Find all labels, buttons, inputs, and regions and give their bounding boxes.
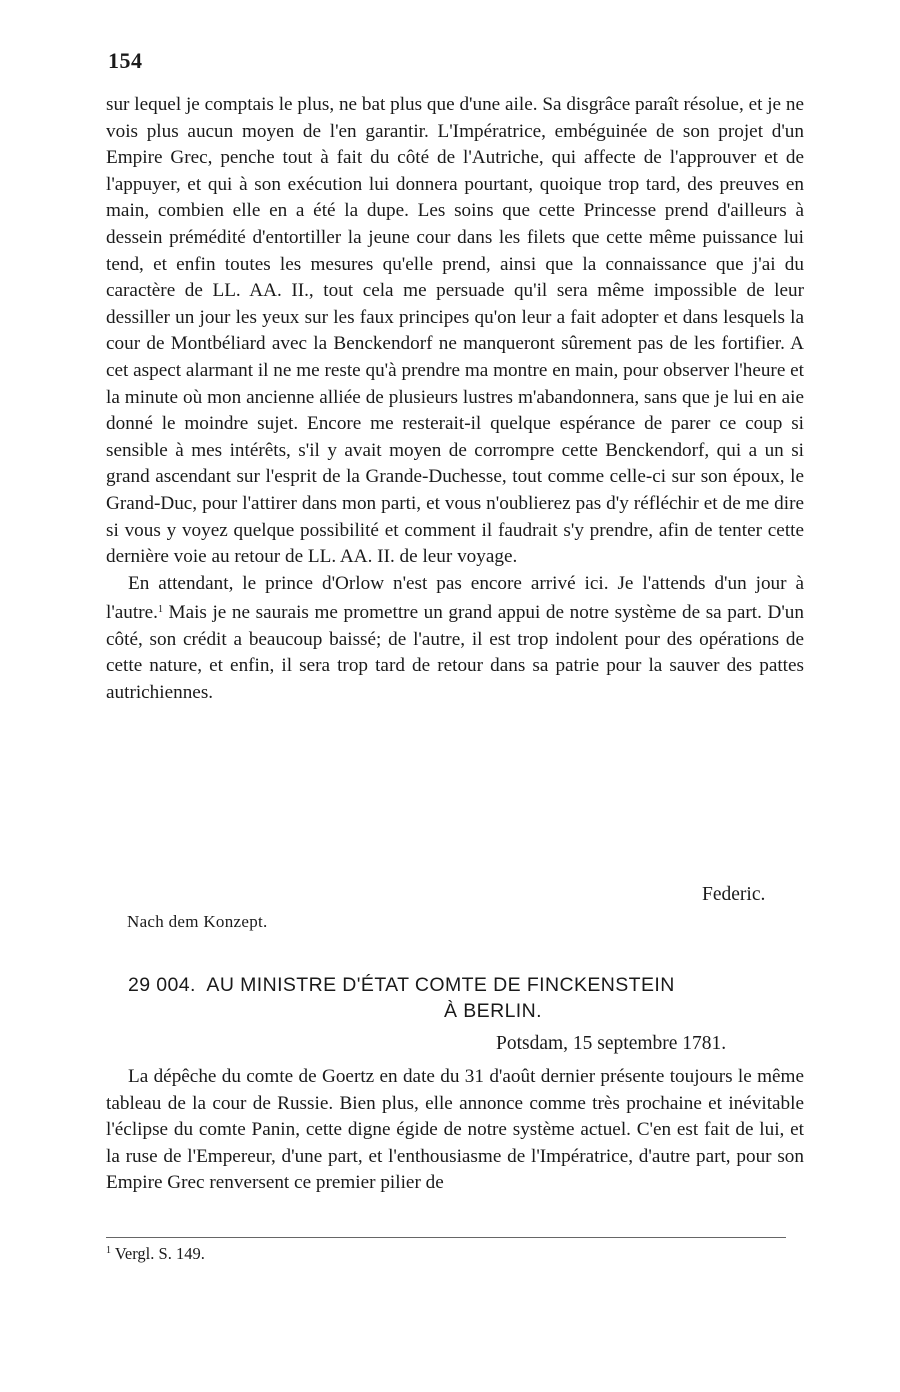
- paragraph-2-part-2: Mais je ne saurais me promettre un grand appui de notre système de sa part. D'un côté, son crédit a beaucoup baissé; de l'autre, il est trop indolent pour des opérations de cette nature, et enfin, il sera trop tard de retour dans sa patrie pour la sauver des pattes autrichiennes.: [106, 602, 804, 704]
- page-number: 154: [108, 48, 143, 73]
- letter-body-continued: [106, 92, 804, 707]
- letter-body: [106, 1064, 804, 1197]
- paragraph-1: sur lequel je comptais le plus, ne bat plus que d'une aile. Sa disgrâce paraît résolue, et je ne vois plus aucun moyen de l'en garantir. L'Impératrice, embéguinée de son projet d'un Empire Grec, penche tout à fait du côté de l'Autriche, qui affecte de l'approuver et de l'appuyer, et qui à son exécution lui donnera pourtant, quoique trop tard, des preuves en main, combien elle en a été la dupe. Les soins que cette Princesse prend d'ailleurs à dessein prémédité d'entortiller la jeune cour dans les filets que cette même puissance lui tend, et enfin toutes les mesures qu'elle prend, ainsi que la connaissance que j'ai du caractère de LL. AA. II., tout cela me persuade qu'il sera même impossible de leur dessiller un jour les yeux sur les faux principes qu'on leur a fait adopter et dans lesquels la cour de Montbéliard avec la Benckendorf ne manqueront sûrement pas de les fortifier. A cet aspect alarmant il ne me reste qu'à prendre ma montre en main, pour observer l'heure et la minute où mon ancienne alliée de plusieurs lustres m'abandonnera, sans que je lui en aie donné le moindre sujet. Encore me resterait-il quelque espérance de parer ce coup si sensible à mes intérêts, s'il y avait moyen de corrompre cette Benckendorf, qui a un si grand ascendant sur l'esprit de la Grande-Duchesse, tout comme celle-ci sur son époux, le Grand-Duc, pour l'attirer dans mon parti, et vous n'oublierez pas d'y réfléchir et de me dire si vous y voyez quelque possibilité et comment il faudrait s'y prendre, afin de tenter cette dernière voie au retour de LL. AA. II. de leur voyage.: [106, 94, 804, 568]
- footnote-reference: 1: [157, 604, 163, 616]
- dateline: Potsdam, 15 septembre 1781.: [496, 1033, 727, 1054]
- paragraph-2: [106, 571, 804, 707]
- footnote-marker: 1: [106, 1245, 111, 1256]
- document-heading: [128, 972, 788, 1024]
- source-note: Nach dem Konzept.: [127, 912, 268, 931]
- heading-line-1: 29 004. AU MINISTRE D'ÉTAT COMTE DE FINCKENSTEIN: [128, 974, 675, 996]
- heading-line-2: À BERLIN.: [444, 1000, 542, 1022]
- signature: Federic.: [702, 884, 766, 905]
- footnote-text: Vergl. S. 149.: [114, 1244, 205, 1263]
- footnote-divider: [106, 1237, 786, 1238]
- footnote: [106, 1244, 205, 1264]
- letter-paragraph: La dépêche du comte de Goertz en date du 31 d'août dernier présente toujours le même tableau de la cour de Russie. Bien plus, elle annonce comme très prochaine et inévitable l'éclipse du comte Panin, cette digne égide de notre système actuel. C'en est fait de lui, et la ruse de l'Empereur, d'une part, et l'enthousiasme de l'Impératrice, d'autre part, pour son Empire Grec renversent ce premier pilier de: [106, 1066, 804, 1194]
- paragraph-2-part-1: En attendant, le prince d'Orlow n'est pas encore arrivé ici. Je l'attends d'un jour à l'autre.: [106, 572, 804, 624]
